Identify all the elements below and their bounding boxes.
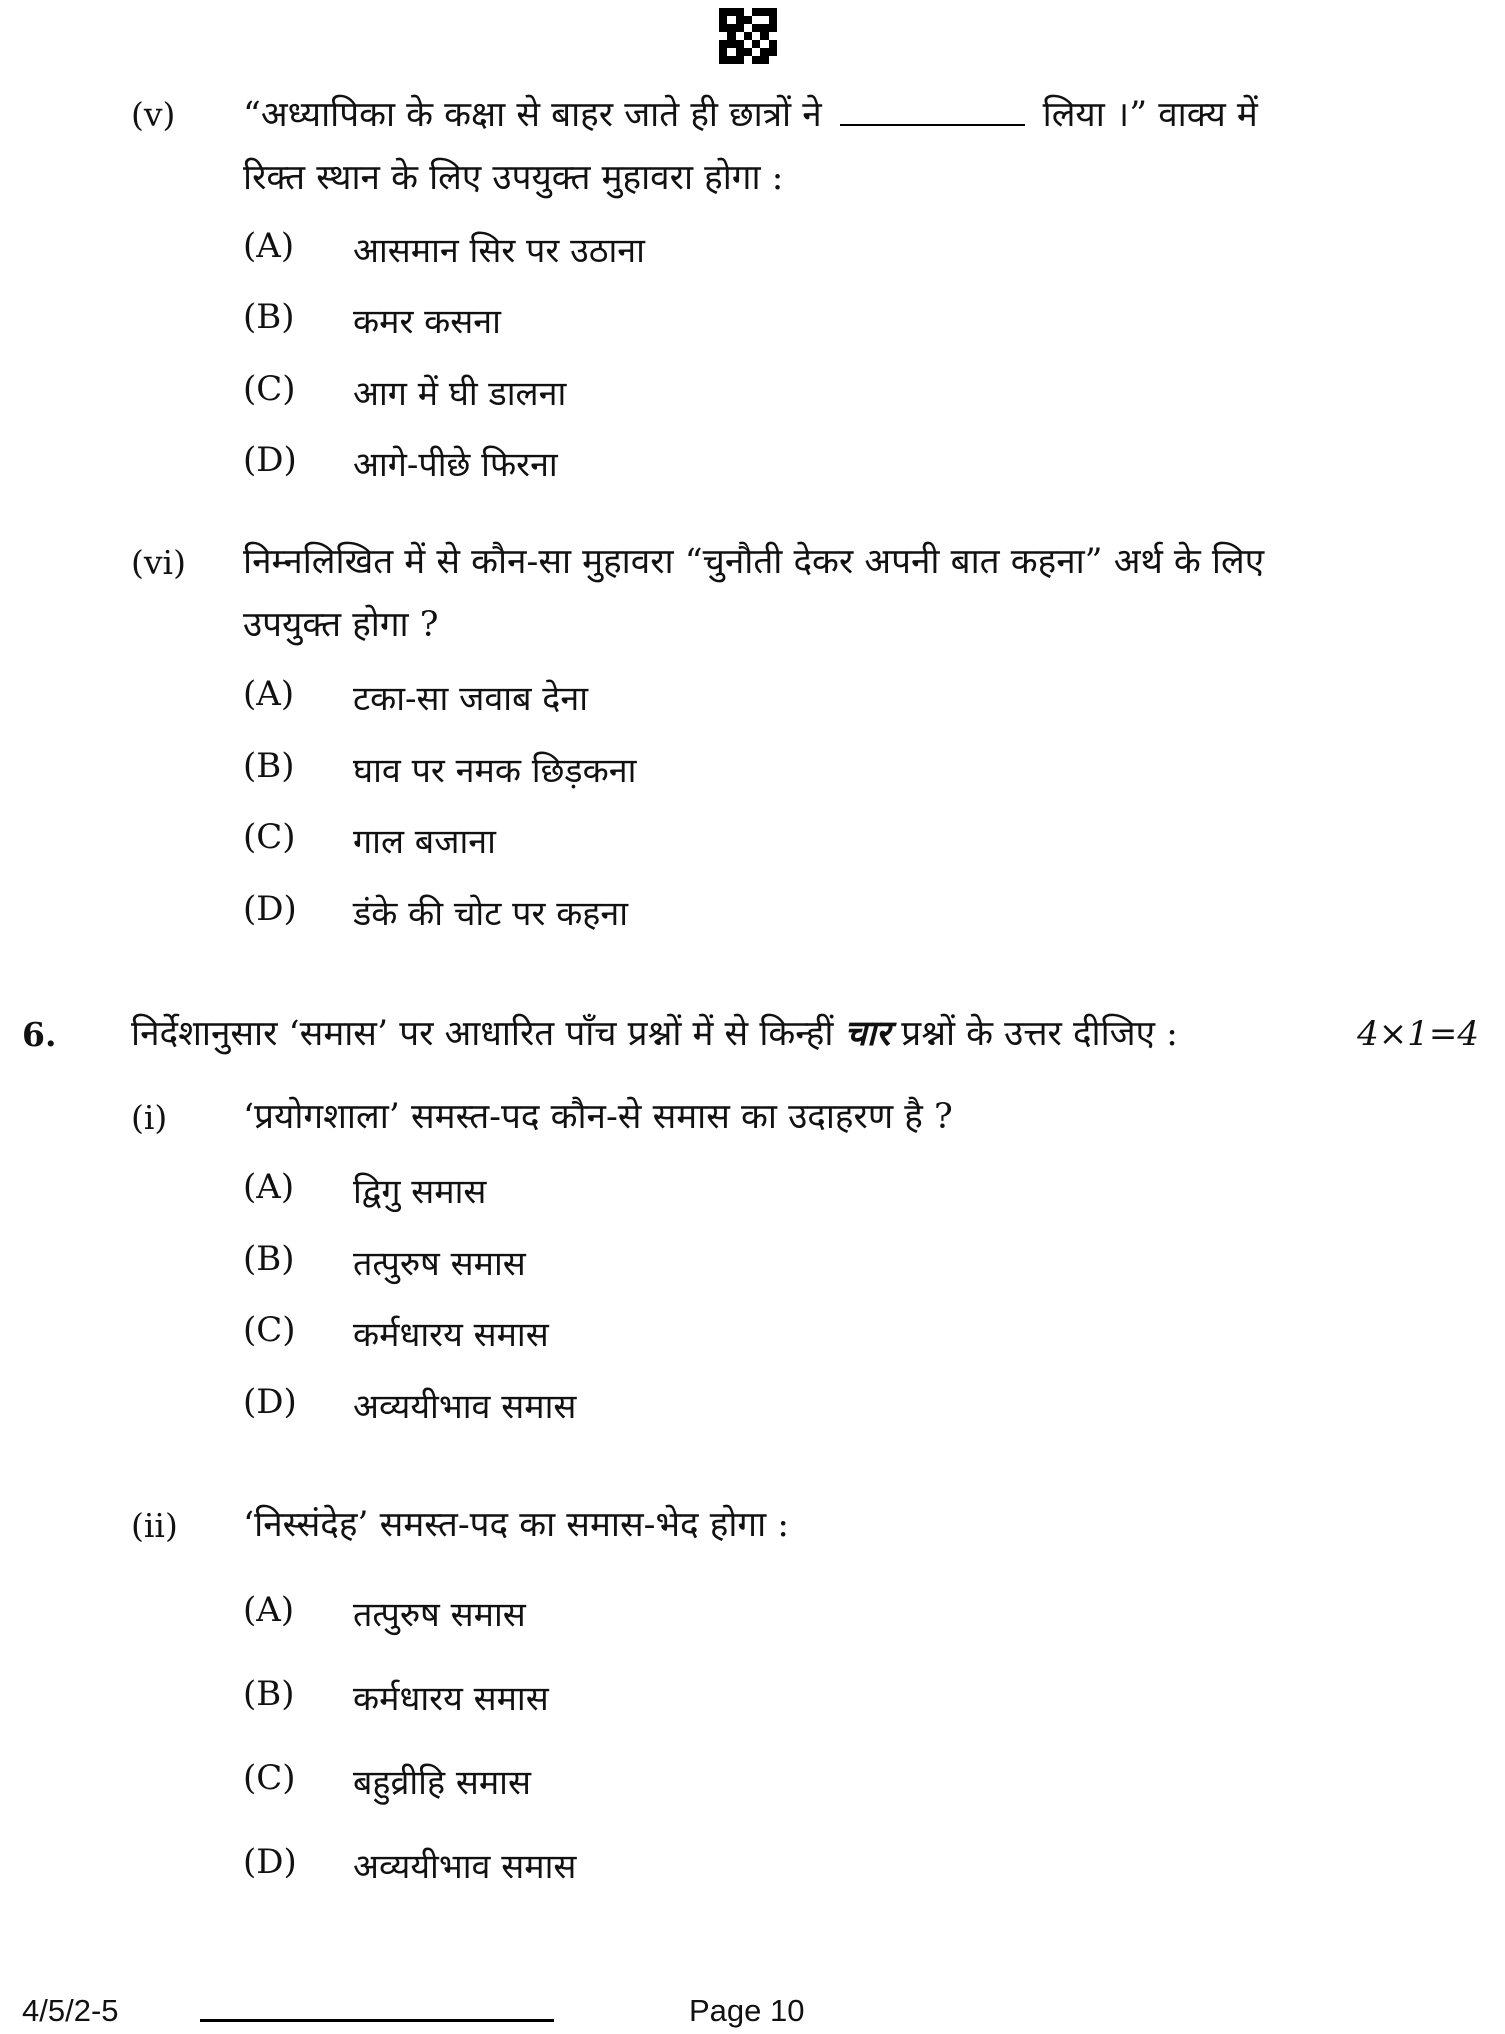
option-label: (A) <box>243 1167 295 1207</box>
option-label: (C) <box>243 1310 296 1350</box>
option-text: कमर कसना <box>353 302 501 342</box>
instruction-text-part: निर्देशानुसार ‘समास’ पर आधारित पाँच प्रश्नों में से किन्हीं <box>131 1014 834 1054</box>
option-text: अव्ययीभाव समास <box>353 1847 577 1887</box>
option-label: (A) <box>243 674 295 714</box>
option-label: (C) <box>243 817 296 857</box>
option-label: (D) <box>243 440 297 480</box>
option-text: तत्पुरुष समास <box>353 1244 526 1284</box>
option-d <box>243 440 558 486</box>
option-text: कर्मधारय समास <box>353 1315 549 1355</box>
option-label: (D) <box>243 1382 297 1422</box>
option-a <box>243 1167 486 1213</box>
option-d <box>243 1842 576 1888</box>
option-label: (C) <box>243 369 296 409</box>
option-text: द्विगु समास <box>353 1172 487 1212</box>
question-instruction <box>131 1002 1178 1066</box>
paper-code: 4/5/2-5 <box>22 1993 119 2028</box>
option-c <box>243 369 566 415</box>
option-label: (D) <box>243 1842 297 1882</box>
question-number: (vi) <box>131 543 186 582</box>
option-label: (C) <box>243 1758 296 1798</box>
qr-code <box>719 8 777 64</box>
question-text-line1: निम्नलिखित में से कौन-सा मुहावरा “चुनौती देकर अपनी बात कहना” अर्थ के लिए <box>243 542 1265 582</box>
question-text-line1 <box>243 84 1258 147</box>
question-text-part: लिया ।” वाक्य में <box>1042 95 1258 135</box>
footer-rule <box>200 2019 554 2022</box>
question-number: (ii) <box>131 1506 178 1545</box>
option-b <box>243 746 636 792</box>
option-text: घाव पर नमक छिड़कना <box>353 751 637 791</box>
option-d <box>243 1382 576 1428</box>
question-text-line2: रिक्त स्थान के लिए उपयुक्त मुहावरा होगा : <box>243 158 784 198</box>
option-label: (A) <box>243 226 295 266</box>
option-d <box>243 889 628 935</box>
option-text: आगे-पीछे फिरना <box>353 445 558 485</box>
question-text: ‘प्रयोगशाला’ समस्त-पद कौन-से समास का उदाहरण है ? <box>243 1097 953 1137</box>
question-text: ‘निस्संदेह’ समस्त-पद का समास-भेद होगा : <box>243 1505 790 1545</box>
option-c <box>243 817 496 863</box>
option-c <box>243 1310 549 1356</box>
option-a <box>243 1590 526 1636</box>
option-text: आसमान सिर पर उठाना <box>353 231 645 271</box>
option-label: (B) <box>243 1674 295 1714</box>
option-a <box>243 674 588 720</box>
option-label: (B) <box>243 1239 295 1279</box>
option-a <box>243 226 645 272</box>
question-number: (v) <box>131 95 176 134</box>
option-text: गाल बजाना <box>353 822 496 862</box>
option-text: टका-सा जवाब देना <box>353 679 589 719</box>
option-text: कर्मधारय समास <box>353 1679 549 1719</box>
option-text: आग में घी डालना <box>353 374 567 414</box>
fill-in-blank <box>840 123 1025 126</box>
question-text-line2: उपयुक्त होगा ? <box>243 605 439 645</box>
instruction-text-part: प्रश्नों के उत्तर दीजिए : <box>901 1014 1178 1054</box>
option-text: तत्पुरुष समास <box>353 1595 526 1635</box>
option-text: डंके की चोट पर कहना <box>353 894 629 934</box>
option-b <box>243 1674 549 1720</box>
instruction-emphasis: चार <box>844 1013 891 1054</box>
question-number: (i) <box>131 1098 168 1137</box>
option-text: अव्ययीभाव समास <box>353 1387 577 1427</box>
option-text: बहुव्रीहि समास <box>353 1763 531 1803</box>
page-number: Page 10 <box>689 1993 805 2028</box>
option-b <box>243 297 501 343</box>
option-label: (D) <box>243 889 297 929</box>
question-text-part: “अध्यापिका के कक्षा से बाहर जाते ही छात्रों ने <box>243 95 822 135</box>
option-label: (B) <box>243 297 295 337</box>
option-label: (A) <box>243 1590 295 1630</box>
option-b <box>243 1239 526 1285</box>
marks-allocation: 4×1=4 <box>1357 1014 1479 1054</box>
question-number: 6. <box>22 1015 57 1054</box>
option-label: (B) <box>243 746 295 786</box>
option-c <box>243 1758 531 1804</box>
